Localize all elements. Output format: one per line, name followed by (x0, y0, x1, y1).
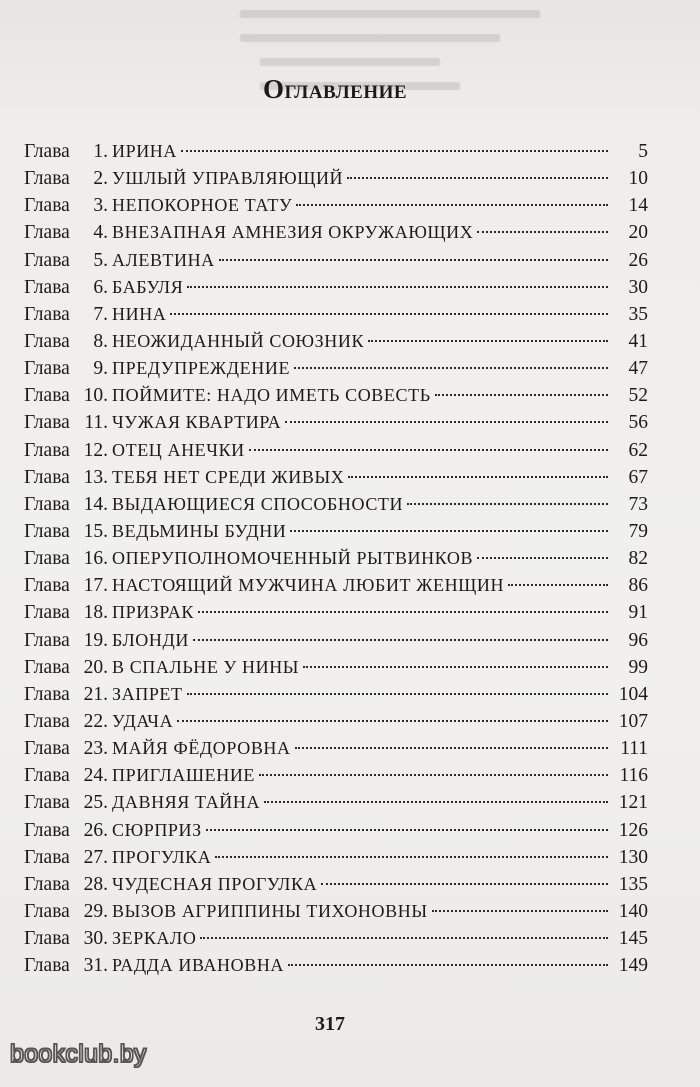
chapter-page: 145 (618, 928, 648, 950)
chapter-number: 7. (93, 303, 108, 325)
dot-leader (321, 883, 608, 885)
chapter-page: 20 (628, 222, 648, 244)
chapter-word: Глава (24, 466, 70, 488)
chapter-label (24, 711, 108, 733)
chapter-page: 149 (618, 955, 648, 977)
chapter-label (24, 494, 108, 516)
chapter-page: 30 (628, 276, 648, 298)
toc-entry (24, 602, 648, 629)
chapter-word: Глава (24, 358, 70, 380)
chapter-label (24, 250, 108, 272)
dot-leader (477, 231, 608, 233)
dot-leader (290, 530, 608, 532)
chapter-word: Глава (24, 195, 70, 217)
chapter-label (24, 195, 108, 217)
chapter-label (24, 928, 108, 950)
chapter-title: АЛЕВТИНА (112, 249, 215, 270)
toc-entry (24, 521, 648, 548)
chapter-number: 16. (83, 548, 108, 570)
chapter-page: 47 (628, 358, 648, 380)
dot-leader (508, 584, 608, 586)
dot-leader (288, 964, 608, 966)
chapter-page: 52 (628, 385, 648, 407)
dot-leader (435, 394, 608, 396)
chapter-number: 20. (83, 656, 108, 678)
chapter-word: Глава (24, 738, 70, 760)
dot-leader (259, 774, 608, 776)
chapter-number: 3. (93, 195, 108, 217)
toc-entry (24, 412, 648, 439)
chapter-title: ТЕБЯ НЕТ СРЕДИ ЖИВЫХ (112, 466, 345, 487)
chapter-page: 62 (628, 439, 648, 461)
chapter-label (24, 874, 108, 896)
chapter-number: 18. (83, 602, 108, 624)
chapter-page: 86 (628, 575, 648, 597)
chapter-title: ОТЕЦ АНЕЧКИ (112, 439, 245, 460)
chapter-page: 56 (628, 412, 648, 434)
chapter-number: 22. (83, 710, 108, 732)
chapter-number: 21. (83, 683, 108, 705)
chapter-label (24, 548, 108, 570)
chapter-label (24, 575, 108, 597)
dot-leader (348, 476, 608, 478)
toc-entry (24, 874, 648, 901)
chapter-word: Глава (24, 493, 70, 515)
chapter-title: НЕОЖИДАННЫЙ СОЮЗНИК (112, 330, 365, 351)
chapter-label (24, 602, 108, 624)
dot-leader (206, 829, 608, 831)
dot-leader (215, 856, 608, 858)
chapter-title: ДАВНЯЯ ТАЙНА (112, 792, 261, 813)
toc-entry (24, 820, 648, 847)
chapter-label (24, 521, 108, 543)
chapter-number: 17. (83, 575, 108, 597)
toc-title: Оглавление (262, 74, 408, 104)
chapter-title: В СПАЛЬНЕ У НИНЫ (112, 656, 300, 677)
dot-leader (368, 340, 608, 342)
chapter-page: 111 (620, 738, 648, 760)
chapter-title: БАБУЛЯ (112, 276, 184, 297)
chapter-word: Глава (24, 846, 70, 868)
chapter-page: 116 (619, 765, 648, 787)
dot-leader (294, 367, 608, 369)
chapter-page: 140 (618, 900, 648, 922)
chapter-word: Глава (24, 792, 70, 814)
toc-entry (24, 385, 648, 412)
toc-entry (24, 195, 648, 222)
toc-entry (24, 494, 648, 521)
chapter-page: 79 (628, 520, 648, 542)
chapter-title: УШЛЫЙ УПРАВЛЯЮЩИЙ (112, 168, 344, 189)
chapter-number: 26. (83, 819, 108, 841)
dot-leader (200, 937, 608, 939)
chapter-label (24, 901, 108, 923)
dot-leader (264, 801, 608, 803)
chapter-label (24, 684, 108, 706)
chapter-page: 96 (628, 629, 648, 651)
chapter-word: Глава (24, 928, 70, 950)
chapter-title: ПОЙМИТЕ: НАДО ИМЕТЬ СОВЕСТЬ (112, 385, 431, 406)
dot-leader (295, 747, 608, 749)
toc-entry (24, 222, 648, 249)
chapter-page: 130 (618, 846, 648, 868)
chapter-title: ЗАПРЕТ (112, 683, 183, 704)
chapter-title: ПРОГУЛКА (112, 846, 212, 867)
chapter-number: 12. (83, 439, 108, 461)
chapter-page: 73 (628, 493, 648, 515)
chapter-title: НАСТОЯЩИЙ МУЖЧИНА ЛЮБИТ ЖЕНЩИН (112, 575, 505, 596)
toc-entry (24, 684, 648, 711)
chapter-title: УДАЧА (112, 710, 174, 731)
dot-leader (347, 177, 608, 179)
chapter-number: 27. (83, 846, 108, 868)
toc-entry (24, 847, 648, 874)
dot-leader (285, 421, 608, 423)
chapter-title: БЛОНДИ (112, 629, 189, 650)
dot-leader (181, 150, 608, 152)
chapter-number: 8. (93, 330, 108, 352)
chapter-word: Глава (24, 520, 70, 542)
chapter-page: 104 (618, 683, 648, 705)
chapter-number: 24. (83, 765, 108, 787)
chapter-word: Глава (24, 710, 70, 732)
chapter-title: ВЫЗОВ АГРИППИНЫ ТИХОНОВНЫ (112, 900, 428, 921)
toc-entry (24, 657, 648, 684)
chapter-title: ВЫДАЮЩИЕСЯ СПОСОБНОСТИ (112, 493, 404, 514)
chapter-number: 25. (83, 792, 108, 814)
toc-entry (24, 250, 648, 277)
dot-leader (193, 639, 608, 641)
chapter-word: Глава (24, 819, 70, 841)
chapter-title: НИНА (112, 303, 167, 324)
chapter-label (24, 141, 108, 163)
chapter-word: Глава (24, 873, 70, 895)
toc-entry (24, 548, 648, 575)
chapter-page: 10 (628, 168, 648, 190)
chapter-page: 126 (618, 819, 648, 841)
toc-entry (24, 440, 648, 467)
chapter-number: 4. (93, 222, 108, 244)
toc-entry (24, 792, 648, 819)
chapter-page: 14 (628, 195, 648, 217)
chapter-number: 1. (93, 141, 108, 162)
chapter-number: 14. (83, 493, 108, 515)
dot-leader (187, 286, 608, 288)
toc-entry (24, 738, 648, 765)
chapter-page: 121 (618, 792, 648, 814)
chapter-label (24, 792, 108, 814)
chapter-number: 30. (83, 928, 108, 950)
chapter-word: Глава (24, 900, 70, 922)
chapter-word: Глава (24, 412, 70, 434)
chapter-label (24, 331, 108, 353)
toc-entry (24, 467, 648, 494)
chapter-word: Глава (24, 385, 70, 407)
chapter-title: ПРЕДУПРЕЖДЕНИЕ (112, 358, 291, 379)
chapter-title: ВЕДЬМИНЫ БУДНИ (112, 520, 287, 541)
chapter-word: Глава (24, 141, 70, 162)
chapter-page: 82 (628, 548, 648, 570)
chapter-word: Глава (24, 602, 70, 624)
chapter-title: МАЙЯ ФЁДОРОВНА (112, 738, 291, 759)
chapter-word: Глава (24, 629, 70, 651)
chapter-number: 2. (93, 168, 108, 190)
chapter-number: 10. (83, 385, 108, 407)
dot-leader (187, 693, 608, 695)
toc-entry (24, 304, 648, 331)
chapter-title: ПРИГЛАШЕНИЕ (112, 765, 256, 786)
chapter-number: 19. (83, 629, 108, 651)
chapter-page: 26 (628, 249, 648, 271)
chapter-word: Глава (24, 276, 70, 298)
dot-leader (407, 503, 608, 505)
chapter-word: Глава (24, 656, 70, 678)
chapter-label (24, 847, 108, 869)
chapter-number: 29. (83, 900, 108, 922)
chapter-label (24, 955, 108, 977)
chapter-word: Глава (24, 222, 70, 244)
chapter-label (24, 820, 108, 842)
dot-leader (249, 449, 608, 451)
dot-leader (303, 666, 608, 668)
toc-entry (24, 901, 648, 928)
chapter-word: Глава (24, 683, 70, 705)
chapter-label (24, 412, 108, 434)
chapter-page: 91 (628, 602, 648, 624)
toc-entry (24, 955, 648, 982)
chapter-title: ОПЕРУПОЛНОМОЧЕННЫЙ РЫТВИНКОВ (112, 548, 474, 569)
chapter-title: ЧУЖАЯ КВАРТИРА (112, 412, 282, 433)
toc-entry (24, 765, 648, 792)
chapter-word: Глава (24, 303, 70, 325)
chapter-title: ЧУДЕСНАЯ ПРОГУЛКА (112, 873, 318, 894)
toc-entry (24, 277, 648, 304)
chapter-label (24, 738, 108, 760)
chapter-word: Глава (24, 575, 70, 597)
chapter-word: Глава (24, 955, 70, 977)
chapter-number: 9. (93, 358, 108, 380)
toc-entry (24, 331, 648, 358)
chapter-page: 5 (638, 141, 648, 162)
chapter-label (24, 304, 108, 326)
dot-leader (296, 204, 608, 206)
dot-leader (170, 313, 608, 315)
chapter-title: ИРИНА (112, 141, 178, 161)
chapter-number: 28. (83, 873, 108, 895)
chapter-title: СЮРПРИЗ (112, 819, 202, 840)
chapter-title: ВНЕЗАПНАЯ АМНЕЗИЯ ОКРУЖАЮЩИХ (112, 222, 474, 243)
toc-entry (24, 141, 648, 168)
chapter-word: Глава (24, 548, 70, 570)
toc-entry (24, 358, 648, 385)
chapter-page: 41 (628, 330, 648, 352)
chapter-page: 35 (628, 303, 648, 325)
watermark-logo: bookclub.by (10, 1040, 147, 1068)
chapter-label (24, 168, 108, 190)
chapter-number: 31. (83, 955, 108, 977)
page-number: 317 (315, 1013, 345, 1035)
chapter-page: 135 (618, 873, 648, 895)
chapter-word: Глава (24, 765, 70, 787)
chapter-label (24, 277, 108, 299)
chapter-word: Глава (24, 439, 70, 461)
toc-entry (24, 630, 648, 657)
chapter-number: 6. (93, 276, 108, 298)
chapter-page: 67 (628, 466, 648, 488)
chapter-page: 107 (618, 710, 648, 732)
chapter-number: 13. (83, 466, 108, 488)
dot-leader (198, 611, 608, 613)
toc-entry (24, 711, 648, 738)
chapter-title: ПРИЗРАК (112, 602, 194, 623)
chapter-label (24, 630, 108, 652)
toc-entry (24, 928, 648, 955)
chapter-label (24, 222, 108, 244)
chapter-label (24, 358, 108, 380)
chapter-title: РАДДА ИВАНОВНА (112, 955, 285, 976)
toc-entry (24, 575, 648, 602)
chapter-title: ЗЕРКАЛО (112, 928, 197, 949)
chapter-number: 23. (83, 738, 108, 760)
chapter-word: Глава (24, 168, 70, 190)
dot-leader (177, 720, 608, 722)
chapter-number: 15. (83, 520, 108, 542)
chapter-label (24, 440, 108, 462)
chapter-page: 99 (628, 656, 648, 678)
chapter-title: НЕПОКОРНОЕ ТАТУ (112, 195, 293, 216)
chapter-label (24, 385, 108, 407)
dot-leader (477, 557, 608, 559)
dot-leader (432, 910, 608, 912)
toc-entry (24, 168, 648, 195)
chapter-number: 11. (84, 412, 108, 434)
chapter-label (24, 467, 108, 489)
chapter-word: Глава (24, 330, 70, 352)
chapter-word: Глава (24, 249, 70, 271)
chapter-label (24, 765, 108, 787)
toc-list (24, 141, 648, 982)
dot-leader (219, 259, 608, 261)
chapter-number: 5. (93, 249, 108, 271)
chapter-label (24, 657, 108, 679)
